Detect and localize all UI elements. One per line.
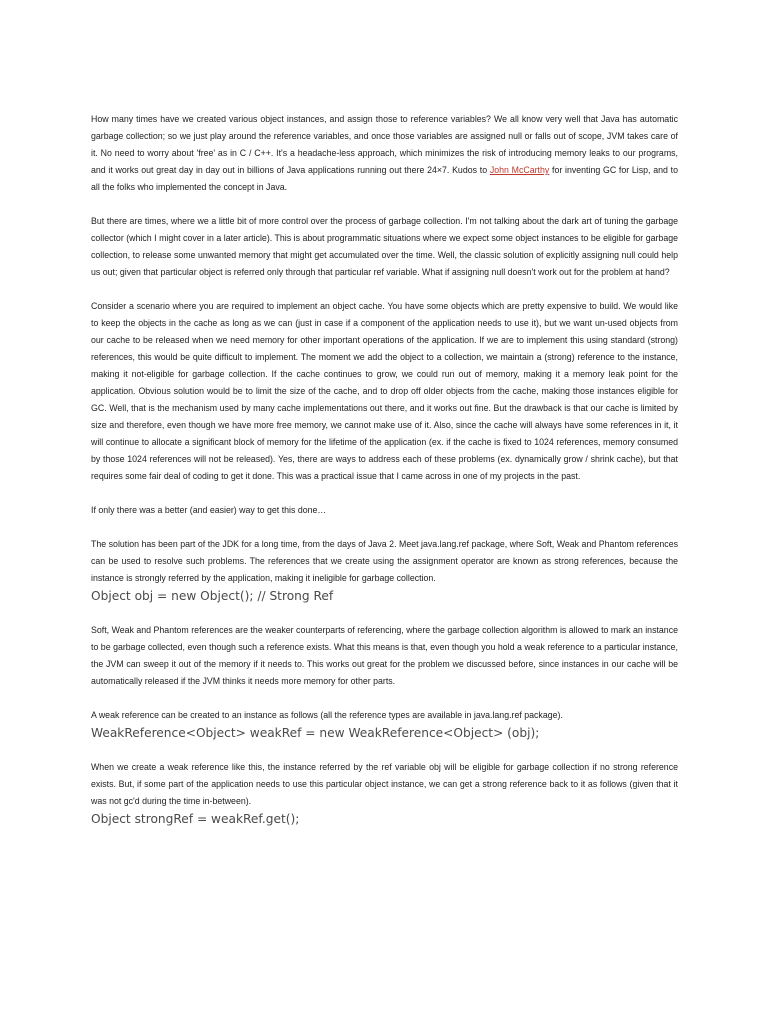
code-strong-ref-get: Object strongRef = weakRef.get();: [91, 812, 300, 826]
john-mccarthy-link[interactable]: John McCarthy: [489, 165, 550, 175]
paragraph-intro-text-after-link: for inventing GC for Lisp, and to all the folks who implemented the concept in Java.: [91, 165, 678, 192]
paragraph-solution: The solution has been part of the JDK for a long time, from the days of Java 2. Meet java.lang.ref package, where Soft, Weak and Phantom references can be used to resolve such problems. The references that we create using the assignment operator are known as strong references, because the instance is strongly referred by the application, making it ineligible for garbage collection.: [91, 539, 678, 583]
paragraph-cache-scenario: Consider a scenario where you are required to implement an object cache. You have some objects which are pretty expensive to build. We would like to keep the objects in the cache as long as we can (just in case if a component of the application needs to use it), but we want un-used objects from our cache to be released when we need memory for other important operations of the application. If we are to implement this using standard (strong) references, this would be quite difficult to implement. The moment we add the object to a collection, we maintain a (strong) reference to the instance, making it not-eligible for garbage collection. If the cache continues to grow, we could run out of memory, making it a memory leak point for the application. Obvious solution would be to limit the size of the cache, and to drop off older objects from the cache, making those instances eligible for GC. Well, that is the mechanism used by many cache implementations out there, and it works out fine. But the drawback is that our cache is limited by size and therefore, even though we have more free memory, we cannot make use of it. Also, since the cache will always have some references in it, it will continue to allocate a significant block of memory for the lifetime of the application (ex. if the cache is fixed to 1024 references, memory consumed by those 1024 references will not be released). Yes, there are ways to address each of these problems (ex. dynamically grow / shrink cache), but that requires some fair deal of coding to get it done. This was a practical issue that I came across in one of my projects in the past.: [91, 301, 678, 481]
paragraph-control-gc: But there are times, where we a little bit of more control over the process of garbage collection. I'm not talking about the dark art of tuning the garbage collector (which I might cover in a later article). This is about programmatic situations where we expect some object instances to be eligible for garbage collection, to release some unwanted memory that might get accumulated over the time. Well, the classic solution of explicitly assigning null could help us out; given that particular object is referred only through that particular ref variable. What if assigning null doesn't work out for the problem at hand?: [91, 216, 678, 277]
code-weak-ref: WeakReference<Object> weakRef = new WeakReference<Object> (obj);: [91, 726, 540, 740]
paragraph-intro: [91, 111, 678, 196]
code-strong-ref: Object obj = new Object(); // Strong Ref: [91, 589, 334, 603]
paragraph-better-way: If only there was a better (and easier) way to get this done…: [91, 505, 327, 515]
paragraph-create-weak-ref: A weak reference can be created to an instance as follows (all the reference types are available in java.lang.ref package).: [91, 710, 563, 720]
paragraph-weak-ref-eligibility: When we create a weak reference like this, the instance referred by the ref variable obj will be eligible for garbage collection if no strong reference exists. But, if some part of the application needs to use this particular object instance, we can get a strong reference back to it as follows (given that it was not gc'd during the time in-between).: [91, 762, 678, 806]
article-body: [91, 111, 678, 828]
paragraph-weaker-references: Soft, Weak and Phantom references are the weaker counterparts of referencing, where the garbage collection algorithm is allowed to mark an instance to be garbage collected, even though such a reference exists. What this means is that, even though you hold a weak reference to a particular instance, the JVM can sweep it out of the memory if it needs to. This works out great for the problem we discussed before, since instances in our cache will be automatically released if the JVM thinks it needs more memory for other parts.: [91, 625, 678, 686]
paragraph-intro-text-before-link: How many times have we created various object instances, and assign those to reference variables? We all know very well that Java has automatic garbage collection; so we just play around the reference variables, and once those variables are assigned null or falls out of scope, JVM takes care of it. No need to worry about 'free' as in C / C++. It's a headache-less approach, which minimizes the risk of introducing memory leaks to our programs, and it works out great day in day out in billions of Java applications running out there 24×7. Kudos to: [91, 114, 678, 175]
